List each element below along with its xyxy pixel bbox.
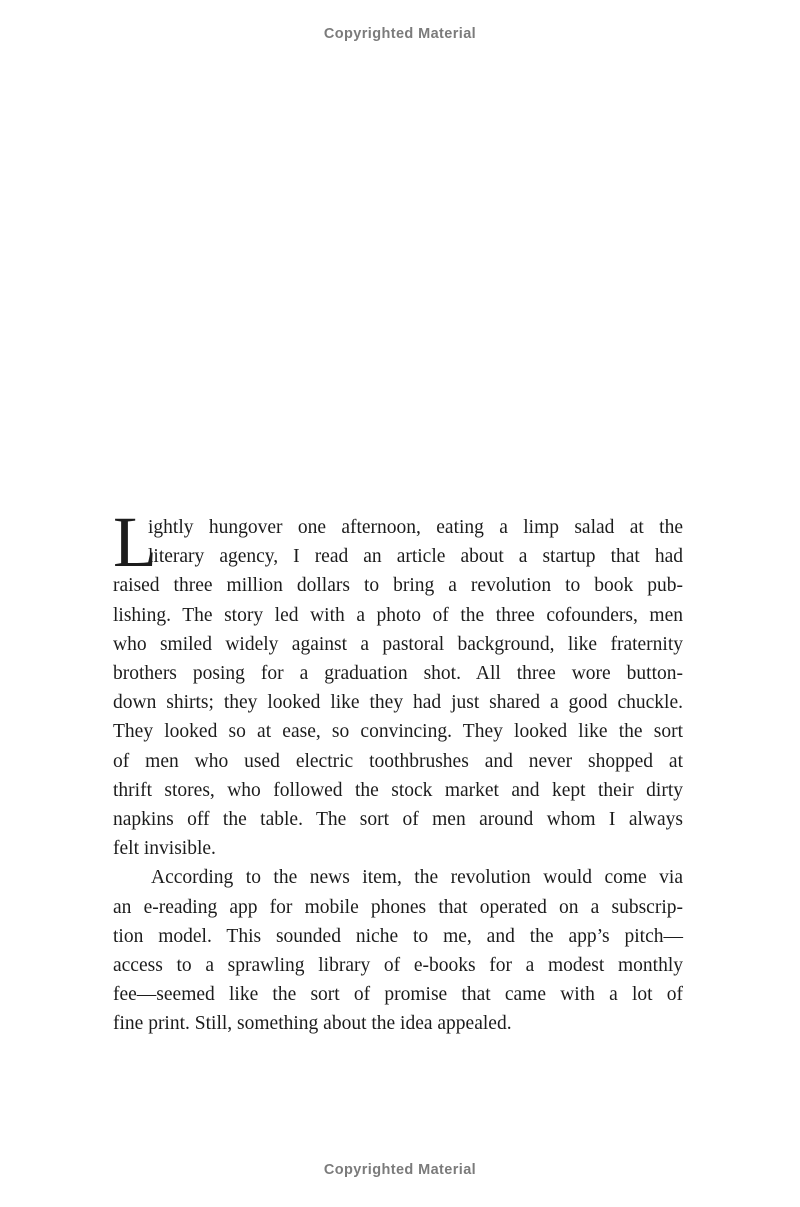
- drop-cap-letter: L: [113, 502, 157, 582]
- paragraph-2: [113, 863, 683, 1038]
- text-line: ightly hungover one afternoon, eating a limp salad at the: [148, 517, 683, 538]
- body-text: [113, 502, 683, 1039]
- text-line: fee—seemed like the sort of promise that came with a lot of: [113, 984, 683, 1006]
- copyright-notice-bottom: Copyrighted Material: [323, 1162, 477, 1178]
- paragraph-1: [113, 502, 683, 863]
- text-line: access to a sprawling library of e-books for a modest monthly: [113, 955, 683, 977]
- text-line: down shirts; they looked like they had just shared a good chuckle.: [113, 692, 683, 714]
- text-line: brothers posing for a graduation shot. All three wore button-: [113, 663, 683, 685]
- copyright-notice-top: Copyrighted Material: [323, 26, 477, 42]
- text-line: tion model. This sounded niche to me, and the app’s pitch—: [113, 925, 683, 947]
- text-line: napkins off the table. The sort of men around whom I always: [113, 809, 683, 831]
- text-line: felt invisible.: [113, 838, 216, 860]
- text-line: thrift stores, who followed the stock market and kept their dirty: [113, 779, 683, 801]
- text-line: literary agency, I read an article about a startup that had: [148, 546, 683, 568]
- text-line: who smiled widely against a pastoral background, like fraternity: [113, 633, 683, 655]
- text-line: According to the news item, the revolution would come via: [151, 867, 683, 889]
- text-line: They looked so at ease, so convincing. They looked like the sort: [113, 721, 683, 743]
- text-line: an e-reading app for mobile phones that operated on a subscrip-: [113, 896, 683, 918]
- text-line: lishing. The story led with a photo of the three cofounders, men: [113, 604, 683, 626]
- text-line: raised three million dollars to bring a revolution to book pub-: [113, 575, 683, 597]
- text-line: fine print. Still, something about the idea appealed.: [113, 1013, 512, 1035]
- text-line: of men who used electric toothbrushes and never shopped at: [113, 750, 683, 772]
